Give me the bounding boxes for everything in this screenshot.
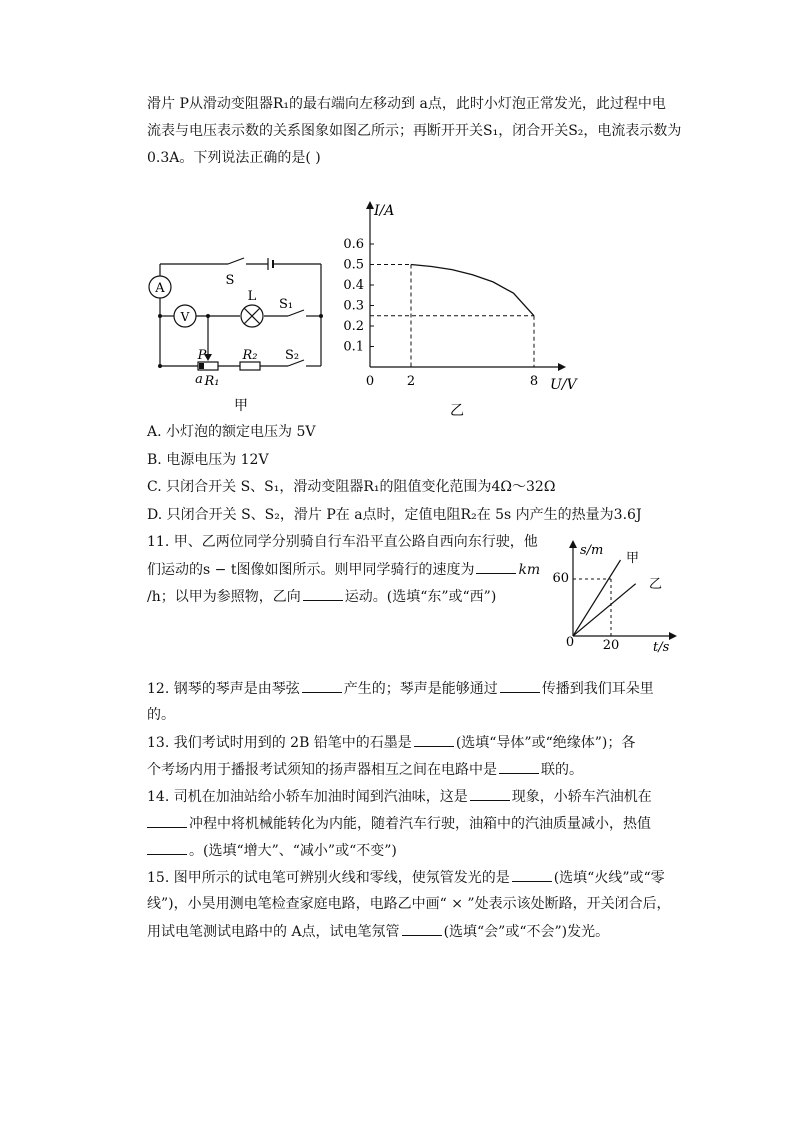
q13-text: 个考场内用于播报考试须知的扬声器相互之间在电路中是 — [147, 762, 497, 778]
series-label-jia: 甲 — [626, 551, 640, 566]
lamp-label: L — [247, 289, 257, 304]
origin-label: 0 — [365, 374, 375, 389]
q11-line2 — [147, 559, 540, 580]
resistor-r2-label: R₂ — [242, 348, 258, 363]
q14-text: 冲程中将机械能转化为内能，随着汽车行驶，油箱中的汽油质量减小，热值 — [189, 816, 651, 832]
origin-label: 0 — [565, 635, 575, 650]
q15-text: 用试电笔测试电路中的 A点，试电笔氖管 — [147, 924, 400, 940]
iu-curve — [411, 265, 534, 316]
answer-blank[interactable] — [303, 586, 343, 601]
q11-unit: km — [518, 562, 541, 578]
answer-blank[interactable] — [147, 840, 187, 855]
x-tick-20: 20 — [602, 638, 620, 653]
option-d: D. 只闭合开关 S、S₂，滑片 P在 a点时，定值电阻R₂在 5s 内产生的热量为3.6J — [147, 507, 642, 523]
q14-line3 — [147, 840, 397, 861]
q13-text: (选填“导体”或“绝缘体”)；各 — [455, 735, 636, 751]
q14-line1 — [147, 786, 652, 807]
x-axis-label: t/s — [653, 640, 670, 655]
x-tick-label: 8 — [529, 374, 539, 389]
question-text-line: 流表与电压表示数的关系图象如图乙所示；再断开开关S₁，闭合开关S₂，电流表示数为 — [147, 123, 682, 139]
q11-text: 运动。(选填“东”或“西”) — [344, 589, 497, 605]
y-tick-label: 0.6 — [343, 237, 364, 252]
series-line-jia — [573, 560, 621, 636]
q11-text: /h；以甲为参照物，乙向 — [147, 589, 301, 605]
q11-text: 们运动的s − t图像如图所示。则甲同学骑行的速度为 — [147, 562, 475, 578]
option-c: C. 只闭合开关 S、S₁，滑动变阻器R₁的阻值变化范围为4Ω～32Ω — [147, 479, 556, 495]
q13-text: 联的。 — [541, 762, 583, 778]
x-tick-label: 2 — [406, 374, 416, 389]
answer-blank[interactable] — [414, 732, 454, 747]
question-text-line: 滑片 P从滑动变阻器R₁的最右端向左移动到 a点，此时小灯泡正常发光，此过程中电 — [147, 96, 666, 112]
figure-caption-yi: 乙 — [450, 403, 464, 419]
answer-blank[interactable] — [402, 921, 442, 936]
y-tick-label: 0.4 — [343, 278, 364, 293]
q15-line3 — [147, 921, 609, 942]
q12-line2: 的。 — [147, 707, 175, 723]
point-a-label: a — [195, 372, 203, 387]
answer-blank[interactable] — [147, 813, 187, 828]
answer-blank[interactable] — [512, 867, 552, 882]
y-tick-label: 0.5 — [343, 257, 364, 273]
answer-blank[interactable] — [500, 678, 540, 693]
resistor-r1-label: R₁ — [204, 374, 220, 389]
y-axis-label: s/m — [580, 543, 604, 558]
answer-blank[interactable] — [470, 786, 510, 801]
q13-line1 — [147, 732, 635, 753]
series-label-yi: 乙 — [649, 577, 663, 592]
current-voltage-graph — [330, 195, 590, 420]
q14-text: 现象，小轿车汽油机在 — [511, 789, 652, 805]
ammeter-label: A — [155, 281, 165, 296]
q15-line1 — [147, 867, 665, 888]
q11-line1: 11. 甲、乙两位同学分别骑自行车沿平直公路自西向东行驶，他 — [147, 534, 538, 550]
q14-text: 14. 司机在加油站给小轿车加油时闻到汽油味，这是 — [147, 789, 468, 805]
q11-line3 — [147, 586, 496, 607]
voltmeter-label: V — [180, 310, 190, 324]
figure-caption-jia: 甲 — [234, 398, 248, 414]
series-line-yi — [573, 584, 636, 636]
slider-p-label: P — [197, 348, 207, 363]
q12-text: 12. 钢琴的琴声是由琴弦 — [147, 681, 300, 697]
y-tick-label: 0.3 — [343, 298, 364, 314]
switch-s2-label: S₂ — [284, 348, 300, 363]
answer-blank[interactable] — [302, 678, 342, 693]
q15-text: (选填“火线”或“零 — [553, 870, 665, 886]
x-axis-label: U/V — [550, 377, 577, 393]
question-text-line: 0.3A。下列说法正确的是( ) — [147, 150, 321, 166]
q13-line2 — [147, 759, 583, 780]
distance-time-graph — [552, 536, 685, 656]
circuit-diagram — [140, 240, 340, 420]
answer-blank[interactable] — [476, 559, 516, 574]
q12-text: 产生的；琴声是能够通过 — [343, 681, 498, 697]
q12-line1 — [147, 678, 654, 699]
switch-s-label: S — [225, 273, 235, 288]
option-a: A. 小灯泡的额定电压为 5V — [147, 424, 316, 440]
y-tick-label: 0.1 — [343, 339, 364, 355]
q15-text: 15. 图甲所示的试电笔可辨别火线和零线，使氖管发光的是 — [147, 870, 510, 886]
answer-blank[interactable] — [499, 759, 539, 774]
q14-line2 — [147, 813, 651, 834]
q14-text: 。(选填“增大”、“减小”或“不变”) — [189, 843, 397, 859]
y-axis-label: I/A — [374, 203, 395, 219]
q12-text: 传播到我们耳朵里 — [541, 681, 654, 697]
y-tick-60: 60 — [552, 571, 569, 586]
q15-text: (选填“会”或“不会”)发光。 — [443, 924, 610, 940]
q15-line2: 线”)，小昊用测电笔检查家庭电路，电路乙中画“ × ”处表示该处断路，开关闭合后， — [147, 896, 671, 912]
option-b: B. 电源电压为 12V — [147, 452, 269, 468]
y-tick-label: 0.2 — [343, 319, 364, 334]
switch-s1-label: S₁ — [278, 297, 294, 312]
q13-text: 13. 我们考试时用到的 2B 铅笔中的石墨是 — [147, 735, 412, 751]
